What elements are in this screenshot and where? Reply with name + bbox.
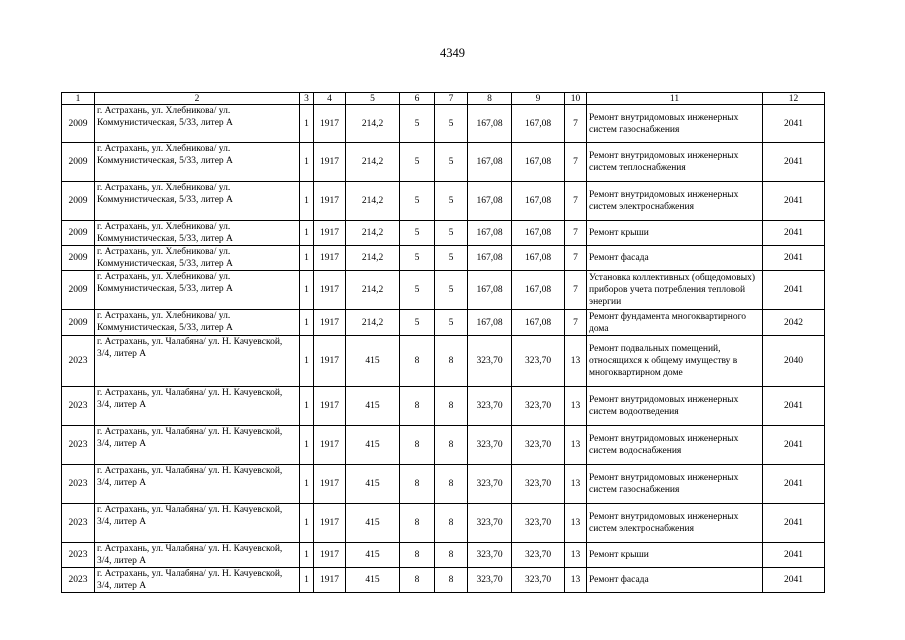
c6-cell: 5 (400, 182, 435, 221)
table-row (62, 568, 825, 593)
c6-cell: 8 (400, 568, 435, 593)
work-cell: Ремонт внутридомовых инженерных систем газоснабжения (587, 465, 763, 504)
year-cell: 2023 (62, 336, 95, 387)
table-row (62, 143, 825, 182)
work-cell: Установка коллективных (общедомовых) приборов учета потребления тепловой энергии (587, 271, 763, 310)
c3-cell: 1 (300, 271, 314, 310)
c12-cell: 2041 (763, 182, 825, 221)
c8-cell: 167,08 (468, 105, 512, 143)
c7-cell: 5 (435, 105, 468, 143)
c8-cell: 167,08 (468, 310, 512, 336)
c10-cell: 13 (565, 336, 587, 387)
c3-cell: 1 (300, 182, 314, 221)
c9-cell: 323,70 (512, 387, 565, 426)
c5-cell: 415 (346, 336, 400, 387)
c8-cell: 323,70 (468, 465, 512, 504)
year-cell: 2023 (62, 504, 95, 543)
c10-cell: 13 (565, 504, 587, 543)
address-cell: г. Астрахань, ул. Хлебникова/ ул. Коммунистическая, 5/33, литер А (95, 143, 300, 182)
table-row (62, 221, 825, 246)
address-cell: г. Астрахань, ул. Чалабяна/ ул. Н. Качуевской, 3/4, литер А (95, 336, 300, 387)
c5-cell: 214,2 (346, 143, 400, 182)
c5-cell: 214,2 (346, 105, 400, 143)
c8-cell: 167,08 (468, 246, 512, 271)
year-cell: 2009 (62, 182, 95, 221)
c6-cell: 5 (400, 105, 435, 143)
address-cell: г. Астрахань, ул. Чалабяна/ ул. Н. Качуевской, 3/4, литер А (95, 465, 300, 504)
address-cell: г. Астрахань, ул. Хлебникова/ ул. Коммунистическая, 5/33, литер А (95, 105, 300, 143)
c10-cell: 7 (565, 271, 587, 310)
c7-cell: 8 (435, 336, 468, 387)
year-cell: 2009 (62, 246, 95, 271)
c10-cell: 13 (565, 387, 587, 426)
table-row (62, 105, 825, 143)
address-cell: г. Астрахань, ул. Хлебникова/ ул. Коммунистическая, 5/33, литер А (95, 182, 300, 221)
table-row (62, 182, 825, 221)
c10-cell: 7 (565, 105, 587, 143)
c3-cell: 1 (300, 465, 314, 504)
c9-cell: 167,08 (512, 310, 565, 336)
c4-cell: 1917 (314, 143, 346, 182)
c10-cell: 13 (565, 426, 587, 465)
c4-cell: 1917 (314, 336, 346, 387)
c6-cell: 5 (400, 143, 435, 182)
c12-cell: 2041 (763, 143, 825, 182)
c9-cell: 167,08 (512, 105, 565, 143)
column-number: 10 (565, 93, 587, 105)
c3-cell: 1 (300, 221, 314, 246)
year-cell: 2009 (62, 105, 95, 143)
c5-cell: 214,2 (346, 182, 400, 221)
c8-cell: 323,70 (468, 504, 512, 543)
c3-cell: 1 (300, 105, 314, 143)
c7-cell: 8 (435, 504, 468, 543)
c9-cell: 323,70 (512, 568, 565, 593)
c7-cell: 8 (435, 465, 468, 504)
c12-cell: 2041 (763, 387, 825, 426)
year-cell: 2023 (62, 465, 95, 504)
c10-cell: 13 (565, 568, 587, 593)
c5-cell: 415 (346, 465, 400, 504)
c6-cell: 5 (400, 221, 435, 246)
c7-cell: 8 (435, 543, 468, 568)
c3-cell: 1 (300, 143, 314, 182)
c9-cell: 323,70 (512, 336, 565, 387)
c10-cell: 7 (565, 182, 587, 221)
c4-cell: 1917 (314, 387, 346, 426)
c3-cell: 1 (300, 543, 314, 568)
year-cell: 2023 (62, 543, 95, 568)
c10-cell: 13 (565, 465, 587, 504)
column-number: 12 (763, 93, 825, 105)
c10-cell: 13 (565, 543, 587, 568)
c8-cell: 323,70 (468, 387, 512, 426)
c5-cell: 214,2 (346, 271, 400, 310)
column-number: 6 (400, 93, 435, 105)
c8-cell: 323,70 (468, 568, 512, 593)
c8-cell: 167,08 (468, 221, 512, 246)
c3-cell: 1 (300, 504, 314, 543)
c6-cell: 5 (400, 246, 435, 271)
c5-cell: 415 (346, 387, 400, 426)
year-cell: 2023 (62, 387, 95, 426)
work-cell: Ремонт внутридомовых инженерных систем водоотведения (587, 387, 763, 426)
c3-cell: 1 (300, 336, 314, 387)
work-cell: Ремонт фундамента многоквартирного дома (587, 310, 763, 336)
address-cell: г. Астрахань, ул. Чалабяна/ ул. Н. Качуевской, 3/4, литер А (95, 426, 300, 465)
work-cell: Ремонт фасада (587, 568, 763, 593)
address-cell: г. Астрахань, ул. Хлебникова/ ул. Коммунистическая, 5/33, литер А (95, 246, 300, 271)
c7-cell: 8 (435, 426, 468, 465)
c12-cell: 2040 (763, 336, 825, 387)
address-cell: г. Астрахань, ул. Хлебникова/ ул. Коммунистическая, 5/33, литер А (95, 221, 300, 246)
header-row (62, 93, 825, 105)
c4-cell: 1917 (314, 426, 346, 465)
c12-cell: 2041 (763, 465, 825, 504)
address-cell: г. Астрахань, ул. Чалабяна/ ул. Н. Качуевской, 3/4, литер А (95, 387, 300, 426)
c9-cell: 323,70 (512, 426, 565, 465)
c8-cell: 167,08 (468, 271, 512, 310)
column-number: 4 (314, 93, 346, 105)
c4-cell: 1917 (314, 543, 346, 568)
c7-cell: 5 (435, 182, 468, 221)
c5-cell: 214,2 (346, 246, 400, 271)
c3-cell: 1 (300, 246, 314, 271)
c9-cell: 323,70 (512, 543, 565, 568)
c8-cell: 167,08 (468, 182, 512, 221)
c9-cell: 167,08 (512, 271, 565, 310)
c8-cell: 167,08 (468, 143, 512, 182)
c9-cell: 323,70 (512, 504, 565, 543)
work-cell: Ремонт фасада (587, 246, 763, 271)
c10-cell: 7 (565, 143, 587, 182)
c4-cell: 1917 (314, 271, 346, 310)
c12-cell: 2041 (763, 543, 825, 568)
c12-cell: 2041 (763, 105, 825, 143)
column-number: 11 (587, 93, 763, 105)
c12-cell: 2041 (763, 568, 825, 593)
c6-cell: 8 (400, 336, 435, 387)
c7-cell: 8 (435, 387, 468, 426)
c3-cell: 1 (300, 568, 314, 593)
c9-cell: 167,08 (512, 221, 565, 246)
address-cell: г. Астрахань, ул. Хлебникова/ ул. Коммунистическая, 5/33, литер А (95, 310, 300, 336)
c12-cell: 2041 (763, 246, 825, 271)
c12-cell: 2041 (763, 271, 825, 310)
c6-cell: 8 (400, 543, 435, 568)
column-number: 2 (95, 93, 300, 105)
c4-cell: 1917 (314, 182, 346, 221)
c12-cell: 2041 (763, 221, 825, 246)
c4-cell: 1917 (314, 310, 346, 336)
column-number: 1 (62, 93, 95, 105)
c9-cell: 167,08 (512, 182, 565, 221)
address-cell: г. Астрахань, ул. Чалабяна/ ул. Н. Качуевской, 3/4, литер А (95, 568, 300, 593)
c4-cell: 1917 (314, 221, 346, 246)
column-number: 3 (300, 93, 314, 105)
work-cell: Ремонт внутридомовых инженерных систем газоснабжения (587, 105, 763, 143)
year-cell: 2009 (62, 271, 95, 310)
work-cell: Ремонт внутридомовых инженерных систем водоснабжения (587, 426, 763, 465)
c4-cell: 1917 (314, 568, 346, 593)
year-cell: 2009 (62, 221, 95, 246)
year-cell: 2009 (62, 143, 95, 182)
work-cell: Ремонт подвальных помещений, относящихся к общему имуществу в многоквартирном доме (587, 336, 763, 387)
c7-cell: 5 (435, 271, 468, 310)
c7-cell: 5 (435, 143, 468, 182)
c3-cell: 1 (300, 387, 314, 426)
year-cell: 2023 (62, 426, 95, 465)
column-number: 9 (512, 93, 565, 105)
c4-cell: 1917 (314, 465, 346, 504)
table-row (62, 426, 825, 465)
c5-cell: 415 (346, 543, 400, 568)
c9-cell: 323,70 (512, 465, 565, 504)
c10-cell: 7 (565, 246, 587, 271)
c3-cell: 1 (300, 426, 314, 465)
c9-cell: 167,08 (512, 143, 565, 182)
c5-cell: 415 (346, 568, 400, 593)
column-number: 8 (468, 93, 512, 105)
c10-cell: 7 (565, 310, 587, 336)
c10-cell: 7 (565, 221, 587, 246)
c8-cell: 323,70 (468, 426, 512, 465)
c6-cell: 8 (400, 504, 435, 543)
work-cell: Ремонт внутридомовых инженерных систем теплоснабжения (587, 143, 763, 182)
c12-cell: 2041 (763, 426, 825, 465)
register-table (61, 92, 825, 593)
c8-cell: 323,70 (468, 543, 512, 568)
year-cell: 2023 (62, 568, 95, 593)
c7-cell: 5 (435, 246, 468, 271)
work-cell: Ремонт крыши (587, 543, 763, 568)
c7-cell: 5 (435, 221, 468, 246)
c6-cell: 5 (400, 310, 435, 336)
c9-cell: 167,08 (512, 246, 565, 271)
year-cell: 2009 (62, 310, 95, 336)
work-cell: Ремонт внутридомовых инженерных систем электроснабжения (587, 182, 763, 221)
c8-cell: 323,70 (468, 336, 512, 387)
c5-cell: 214,2 (346, 310, 400, 336)
c4-cell: 1917 (314, 105, 346, 143)
table-row (62, 465, 825, 504)
address-cell: г. Астрахань, ул. Чалабяна/ ул. Н. Качуевской, 3/4, литер А (95, 504, 300, 543)
c5-cell: 415 (346, 504, 400, 543)
c4-cell: 1917 (314, 504, 346, 543)
table-row (62, 310, 825, 336)
c6-cell: 8 (400, 387, 435, 426)
address-cell: г. Астрахань, ул. Чалабяна/ ул. Н. Качуевской, 3/4, литер А (95, 543, 300, 568)
table-row (62, 543, 825, 568)
table-row (62, 504, 825, 543)
c4-cell: 1917 (314, 246, 346, 271)
c5-cell: 214,2 (346, 221, 400, 246)
c6-cell: 5 (400, 271, 435, 310)
c12-cell: 2041 (763, 504, 825, 543)
c12-cell: 2042 (763, 310, 825, 336)
page-number: 4349 (440, 46, 465, 60)
work-cell: Ремонт внутридомовых инженерных систем электроснабжения (587, 504, 763, 543)
table-row (62, 387, 825, 426)
table-row (62, 246, 825, 271)
column-number: 7 (435, 93, 468, 105)
table-row (62, 271, 825, 310)
work-cell: Ремонт крыши (587, 221, 763, 246)
c6-cell: 8 (400, 465, 435, 504)
c3-cell: 1 (300, 310, 314, 336)
c6-cell: 8 (400, 426, 435, 465)
c7-cell: 5 (435, 310, 468, 336)
table-row (62, 336, 825, 387)
address-cell: г. Астрахань, ул. Хлебникова/ ул. Коммунистическая, 5/33, литер А (95, 271, 300, 310)
c5-cell: 415 (346, 426, 400, 465)
column-number: 5 (346, 93, 400, 105)
c7-cell: 8 (435, 568, 468, 593)
